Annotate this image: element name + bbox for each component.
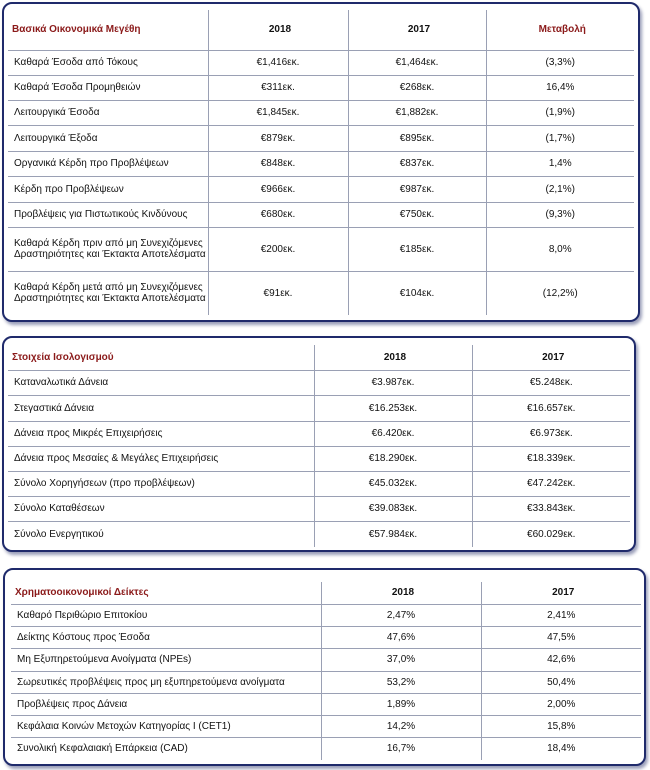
row-label: Καθαρά Κέρδη πριν από μη Συνεχιζόμενες Δραστηριότητες και Έκτακτα Αποτελέσματα (8, 227, 208, 271)
financial-ratios-table (11, 582, 641, 760)
value-v2017: €5.248εκ. (472, 370, 630, 395)
value-v2018: 37,0% (321, 648, 481, 671)
value-v2018: €16.253εκ. (314, 395, 472, 421)
row-label: Καθαρά Έσοδα από Τόκους (8, 50, 208, 75)
balance-sheet-title: Στοιχεία Ισολογισμού (12, 351, 114, 363)
row-label: Δάνεια προς Μικρές Επιχειρήσεις (8, 421, 314, 446)
value-v2018: €6.420εκ. (314, 421, 472, 446)
balance-sheet-panel (2, 336, 636, 552)
column-header-change: Μεταβολή (486, 10, 634, 50)
value-v2018: €200εκ. (208, 227, 348, 271)
value-v2017: €6.973εκ. (472, 421, 630, 446)
row-label: Προβλέψεις για Πιστωτικούς Κινδύνους (8, 202, 208, 227)
row-label: Καθαρά Κέρδη μετά από μη Συνεχιζόμενες Δραστηριότητες και Έκτακτα Αποτελέσματα (8, 271, 208, 315)
value-v2018: €39.083εκ. (314, 496, 472, 521)
financial-ratios-header-row (11, 582, 641, 604)
table-row (11, 626, 641, 648)
table-row (11, 671, 641, 693)
value-change: (12,2%) (486, 271, 634, 315)
key-financials-panel (2, 2, 640, 322)
row-label: Σύνολο Καταθέσεων (8, 496, 314, 521)
table-row (8, 227, 634, 271)
value-v2017: 42,6% (481, 648, 641, 671)
value-v2017: €837εκ. (348, 151, 486, 176)
value-v2017: €1,464εκ. (348, 50, 486, 75)
value-v2018: 2,47% (321, 604, 481, 626)
value-v2018: 53,2% (321, 671, 481, 693)
row-label: Κεφάλαια Κοινών Μετοχών Κατηγορίας Ι (CET1) (11, 715, 321, 737)
row-label: Προβλέψεις προς Δάνεια (11, 693, 321, 715)
value-v2017: 47,5% (481, 626, 641, 648)
value-v2018: 47,6% (321, 626, 481, 648)
row-label: Δάνεια προς Μεσαίες & Μεγάλες Επιχειρήσεις (8, 446, 314, 471)
table-row (8, 446, 630, 471)
value-v2017: €47.242εκ. (472, 471, 630, 496)
value-v2017: €185εκ. (348, 227, 486, 271)
table-row (8, 50, 634, 75)
table-row (8, 521, 630, 547)
value-v2018: €1,416εκ. (208, 50, 348, 75)
value-v2017: €1,882εκ. (348, 100, 486, 125)
value-change: 1,4% (486, 151, 634, 176)
value-change: (2,1%) (486, 176, 634, 202)
row-label: Λειτουργικά Έξοδα (8, 125, 208, 151)
value-v2017: €18.339εκ. (472, 446, 630, 471)
table-row (8, 421, 630, 446)
row-label: Μη Εξυπηρετούμενα Ανοίγματα (NPEs) (11, 648, 321, 671)
row-label: Κέρδη προ Προβλέψεων (8, 176, 208, 202)
value-v2018: €45.032εκ. (314, 471, 472, 496)
value-v2017: 15,8% (481, 715, 641, 737)
row-label: Λειτουργικά Έσοδα (8, 100, 208, 125)
value-v2017: €60.029εκ. (472, 521, 630, 547)
column-header-2018: 2018 (314, 345, 472, 370)
value-change: (1,9%) (486, 100, 634, 125)
value-v2017: €104εκ. (348, 271, 486, 315)
column-header-2018: 2018 (208, 10, 348, 50)
value-v2018: €18.290εκ. (314, 446, 472, 471)
row-label: Σύνολο Ενεργητικού (8, 521, 314, 547)
value-v2017: 2,00% (481, 693, 641, 715)
row-label: Στεγαστικά Δάνεια (8, 395, 314, 421)
table-row (8, 176, 634, 202)
row-label: Συνολική Κεφαλαιακή Επάρκεια (CAD) (11, 737, 321, 760)
table-row (8, 100, 634, 125)
table-row (8, 496, 630, 521)
key-financials-title: Βασικά Οικονομικά Μεγέθη (12, 24, 141, 36)
value-v2017: €16.657εκ. (472, 395, 630, 421)
table-row (8, 75, 634, 100)
value-v2018: €680εκ. (208, 202, 348, 227)
row-label: Δείκτης Κόστους προς Έσοδα (11, 626, 321, 648)
row-label: Καθαρό Περιθώριο Επιτοκίου (11, 604, 321, 626)
column-header-2018: 2018 (321, 582, 481, 604)
value-v2018: €57.984εκ. (314, 521, 472, 547)
column-header-2017: 2017 (481, 582, 641, 604)
key-financials-header-row (8, 10, 634, 50)
value-v2017: €33.843εκ. (472, 496, 630, 521)
value-v2017: €987εκ. (348, 176, 486, 202)
table-row (8, 202, 634, 227)
value-change: 16,4% (486, 75, 634, 100)
value-v2017: 50,4% (481, 671, 641, 693)
table-row (8, 151, 634, 176)
row-label: Οργανικά Κέρδη προ Προβλέψεων (8, 151, 208, 176)
value-change: (9,3%) (486, 202, 634, 227)
table-row (11, 737, 641, 760)
table-row (11, 693, 641, 715)
balance-sheet-table (8, 345, 630, 547)
row-label: Σωρευτικές προβλέψεις προς μη εξυπηρετούμενα ανοίγματα (11, 671, 321, 693)
value-v2017: 2,41% (481, 604, 641, 626)
value-v2018: €848εκ. (208, 151, 348, 176)
row-label: Καταναλωτικά Δάνεια (8, 370, 314, 395)
financial-ratios-title: Χρηματοοικονομικοί Δείκτες (15, 587, 149, 599)
table-row (11, 648, 641, 671)
table-row (8, 271, 634, 315)
table-row (8, 471, 630, 496)
financial-ratios-panel (3, 568, 646, 766)
table-row (8, 395, 630, 421)
value-v2018: €3.987εκ. (314, 370, 472, 395)
column-header-2017: 2017 (472, 345, 630, 370)
row-label: Καθαρά Έσοδα Προμηθειών (8, 75, 208, 100)
value-change: (1,7%) (486, 125, 634, 151)
table-row (8, 370, 630, 395)
value-v2018: 16,7% (321, 737, 481, 760)
value-v2018: €966εκ. (208, 176, 348, 202)
value-change: 8,0% (486, 227, 634, 271)
value-v2018: €311εκ. (208, 75, 348, 100)
value-v2017: €895εκ. (348, 125, 486, 151)
value-v2018: 1,89% (321, 693, 481, 715)
column-header-2017: 2017 (348, 10, 486, 50)
value-v2017: €268εκ. (348, 75, 486, 100)
value-v2017: 18,4% (481, 737, 641, 760)
value-v2018: 14,2% (321, 715, 481, 737)
value-v2018: €91εκ. (208, 271, 348, 315)
row-label: Σύνολο Χορηγήσεων (προ προβλέψεων) (8, 471, 314, 496)
table-row (11, 604, 641, 626)
key-financials-table (8, 10, 634, 315)
value-v2018: €879εκ. (208, 125, 348, 151)
table-row (8, 125, 634, 151)
value-change: (3,3%) (486, 50, 634, 75)
table-row (11, 715, 641, 737)
value-v2017: €750εκ. (348, 202, 486, 227)
balance-sheet-header-row (8, 345, 630, 370)
value-v2018: €1,845εκ. (208, 100, 348, 125)
